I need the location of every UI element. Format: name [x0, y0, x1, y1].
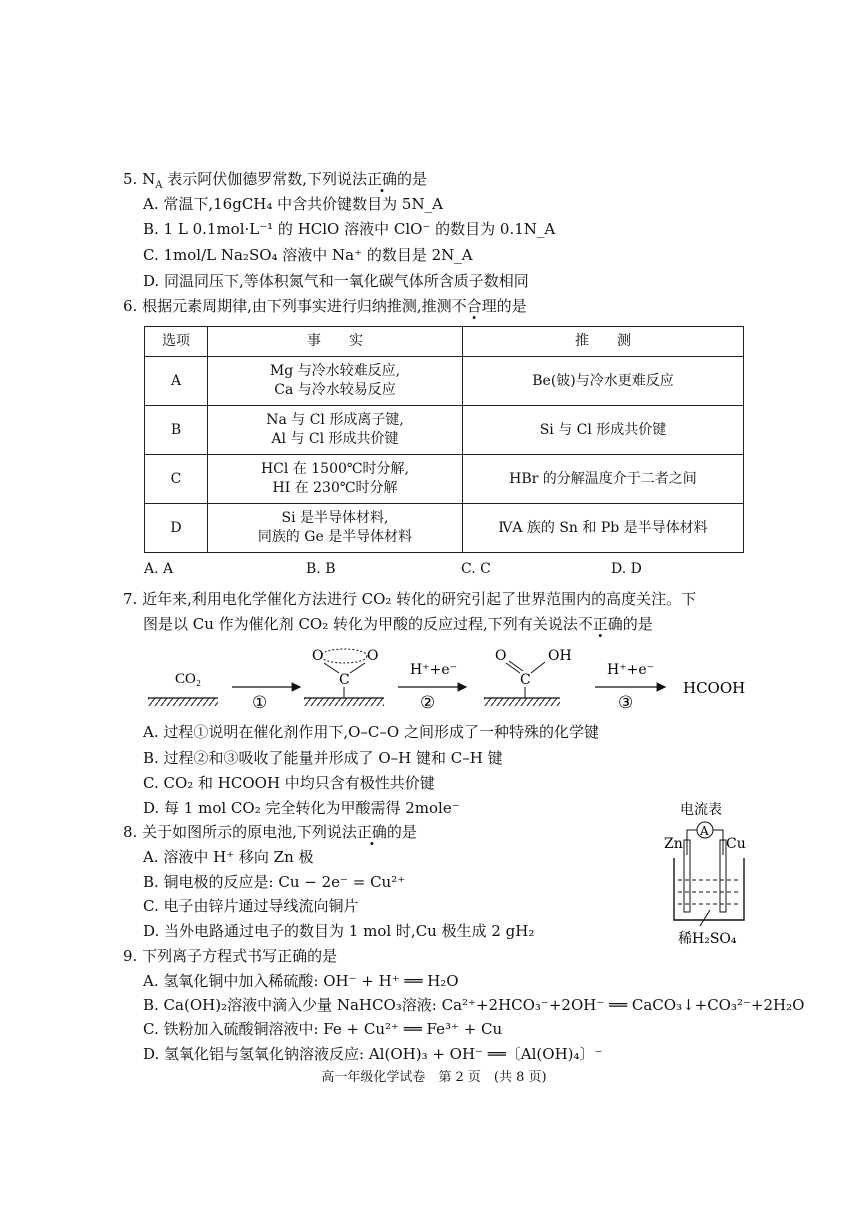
q9-option-b: B. Ca(OH)₂溶液中滴入少量 NaHCO₃溶液: Ca²⁺+2HCO₃⁻+2OH⁻ ══ CaCO₃↓+CO₃²⁻+2H₂O: [143, 996, 805, 1014]
q7-stem-line2: 图是以 Cu 作为催化剂 CO₂ 转化为甲酸的反应过程,下列有关说法不正确的是: [143, 615, 653, 633]
q8-stem: 8. 关于如图所示的原电池,下列说法正确的是: [123, 823, 417, 841]
svg-text:OH: OH: [548, 648, 572, 664]
table-row: [145, 357, 744, 406]
svg-text:O: O: [367, 648, 379, 664]
table-row: [145, 455, 744, 504]
table-cell-guess: ⅣA 族的 Sn 和 Pb 是半导体材料: [463, 504, 744, 553]
svg-text:O: O: [312, 648, 324, 664]
svg-text:H⁺+e⁻: H⁺+e⁻: [607, 662, 655, 678]
page-footer: 高一年级化学试卷 第 2 页 (共 8 页): [321, 1070, 547, 1085]
svg-text:O: O: [495, 648, 507, 664]
table-cell-guess: Si 与 Cl 形成共价键: [463, 406, 744, 455]
product-label: HCOOH: [683, 679, 746, 697]
table-cell-guess: HBr 的分解温度介于二者之间: [463, 455, 744, 504]
table-row: [145, 504, 744, 553]
q7-stem-line1: 7. 近年来,利用电化学催化方法进行 CO₂ 转化的研究引起了世界范围内的高度关注。下: [123, 590, 697, 608]
q6-choice-b: B. B: [306, 561, 336, 577]
svg-text:H⁺+e⁻: H⁺+e⁻: [410, 662, 458, 678]
q5-option-a: A. 常温下,16gCH₄ 中含共价键数目为 5N_A: [143, 195, 443, 213]
q9-option-a: A. 氢氧化铜中加入稀硫酸: OH⁻ + H⁺ ══ H₂O: [143, 972, 459, 990]
svg-text:A: A: [700, 824, 709, 838]
q8-option-a: A. 溶液中 H⁺ 移向 Zn 极: [143, 848, 314, 866]
galvanic-cell-diagram: [660, 800, 760, 950]
table-cell-fact: Si 是半导体材料, 同族的 Ge 是半导体材料: [208, 504, 463, 553]
table-header-fact: 事 实: [208, 327, 463, 357]
q5-option-c: C. 1mol/L Na₂SO₄ 溶液中 Na⁺ 的数目是 2N_A: [143, 246, 473, 264]
q6-choice-c: C. C: [461, 561, 491, 577]
co2-label: CO₂: [175, 671, 202, 687]
q7-reaction-diagram: [140, 638, 760, 718]
svg-text:C: C: [520, 672, 531, 688]
svg-text:Cu: Cu: [726, 836, 746, 852]
step3-label: ③: [618, 693, 634, 713]
q9-option-c: C. 铁粉加入硫酸铜溶液中: Fe + Cu²⁺ ══ Fe³⁺ + Cu: [143, 1020, 503, 1038]
svg-text:C: C: [339, 672, 350, 688]
table-row: [145, 406, 744, 455]
q9-stem: 9. 下列离子方程式书写正确的是: [123, 947, 338, 965]
table-cell-guess: Be(铍)与冷水更难反应: [463, 357, 744, 406]
q8-option-c: C. 电子由锌片通过导线流向铜片: [143, 897, 359, 915]
q7-option-c: C. CO₂ 和 HCOOH 中均只含有极性共价键: [143, 774, 435, 792]
table-cell-option: A: [145, 357, 208, 406]
step1-label: ①: [252, 693, 268, 713]
q9-option-d: D. 氢氧化铝与氢氧化钠溶液反应: Al(OH)₃ + OH⁻ ══〔Al(OH)₄〕⁻: [143, 1045, 603, 1063]
q7-option-a: A. 过程①说明在催化剂作用下,O–C–O 之间形成了一种特殊的化学键: [143, 723, 599, 741]
table-header-option: 选项: [145, 327, 208, 357]
svg-text:稀H₂SO₄: 稀H₂SO₄: [678, 931, 737, 947]
q6-choice-a: A. A: [144, 561, 174, 577]
table-cell-fact: Na 与 Cl 形成离子键, Al 与 Cl 形成共价键: [208, 406, 463, 455]
q7-option-b: B. 过程②和③吸收了能量并形成了 O–H 键和 C–H 键: [143, 749, 503, 767]
q7-option-d: D. 每 1 mol CO₂ 完全转化为甲酸需得 2mole⁻: [143, 799, 460, 817]
table-header-guess: 推 测: [463, 327, 744, 357]
table-cell-option: B: [145, 406, 208, 455]
q6-choice-d: D. D: [611, 561, 642, 577]
q5-stem: 5. $N_A$ 表示阿伏伽德罗常数,下列说法正确的是: [123, 170, 428, 191]
table-cell-option: C: [145, 455, 208, 504]
table-cell-fact: Mg 与冷水较难反应, Ca 与冷水较易反应: [208, 357, 463, 406]
q8-option-b: B. 铜电极的反应是: Cu − 2e⁻ = Cu²⁺: [143, 873, 406, 891]
q5-option-b: B. 1 L 0.1mol·L⁻¹ 的 HClO 溶液中 ClO⁻ 的数目为 0.1N_A: [143, 220, 556, 238]
svg-text:电流表: 电流表: [680, 802, 722, 818]
q6-stem: 6. 根据元素周期律,由下列事实进行归纳推测,推测不合理的是: [123, 297, 527, 315]
q8-option-d: D. 当外电路通过电子的数目为 1 mol 时,Cu 极生成 2 gH₂: [143, 922, 535, 940]
step2-label: ②: [420, 693, 436, 713]
table-cell-fact: HCl 在 1500℃时分解, HI 在 230℃时分解: [208, 455, 463, 504]
table-cell-option: D: [145, 504, 208, 553]
q6-table: [144, 326, 744, 553]
svg-text:Zn: Zn: [664, 836, 683, 852]
q5-option-d: D. 同温同压下,等体积氮气和一氧化碳气体所含质子数相同: [143, 272, 529, 290]
